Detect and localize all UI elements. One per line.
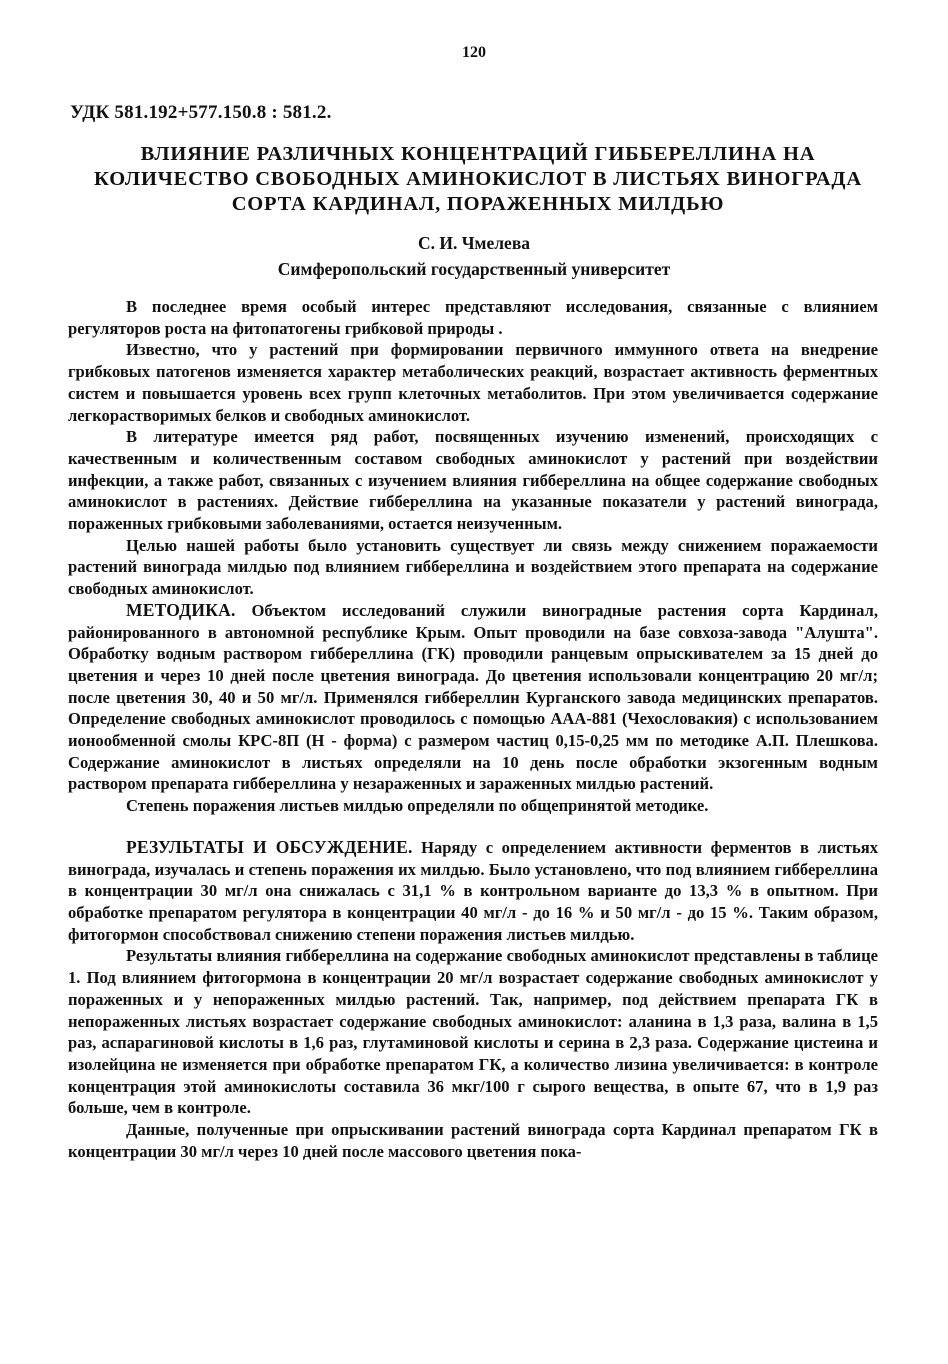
title-line: КОЛИЧЕСТВО СВОБОДНЫХ АМИНОКИСЛОТ В ЛИСТЬЯХ ВИНОГРАДА — [94, 168, 862, 190]
article-title — [60, 142, 896, 217]
results-paragraph — [68, 837, 878, 946]
results-paragraph-2: Результаты влияния гиббереллина на содержание свободных аминокислот представлены в таблице 1. Под влиянием фитогормона в концентрации 20 мг/л возрастает содержание свободных аминокислот у пораженных и у непораженных милдью растений. Так, например, под действием препарата ГК в непораженных листьях возрастает содержание свободных аминокислот: аланина в 1,3 раза, валина в 1,5 раз, аспарагиновой кислоты в 1,6 раз, глутаминовой кислоты и серина в 2,3 раза. Содержание цистеина и изолейцина не изменяется при обработке препаратом ГК, а количество лизина увеличивается: в контроле концентрация этой аминокислоты составила 36 мкг/100 г сырого вещества, в опыте 67, что в 1,9 раз больше, чем в контроле. — [68, 946, 878, 1118]
author-affiliation: Симферопольский государственный университет — [277, 259, 671, 279]
methods-extra-paragraph: Степень поражения листьев милдью определяли по общепринятой методике. — [126, 796, 709, 816]
results-paragraph-3: Данные, полученные при опрыскивании растений винограда сорта Кардинал препаратом ГК в концентрации 30 мг/л через 10 дней после массового цветения пока- — [68, 1120, 878, 1161]
title-line: ВЛИЯНИЕ РАЗЛИЧНЫХ КОНЦЕНТРАЦИЙ ГИББЕРЕЛЛИНА НА — [140, 143, 816, 165]
title-line: СОРТА КАРДИНАЛ, ПОРАЖЕННЫХ МИЛДЬЮ — [231, 193, 725, 215]
author-block — [0, 230, 948, 282]
methods-heading: МЕТОДИКА. — [126, 599, 236, 620]
udc-code: УДК 581.192+577.150.8 : 581.2. — [70, 102, 332, 123]
methods-text: Объектом исследований служили виноградные растения сорта Кардинал, районированного в автономной республике Крым. Опыт проводили на базе совхоза-завода "Алушта". Обработку водным раствором гиббереллина (ГК) проводили ранцевым опрыскивателем за 15 дней до цветения и через 10 дней после цветения винограда. До цветения использовали концентрацию 20 мг/л; после цветения 30, 40 и 50 мг/л. Применялся гиббереллин Курганского завода медицинских препаратов. Определение свободных аминокислот проводилось с помощью ААА-881 (Чехословакия) с использованием ионообменной смолы КРС-8П (Н - форма) с размером частиц 0,15-0,25 мм по методике А.П. Плешкова. Содержание аминокислот в листьях определяли на 10 день после обработки экзогенным водным раствором препарата гиббереллина у незараженных и зараженных милдью растений. — [68, 600, 878, 794]
intro-paragraph: В последнее время особый интерес представляют исследования, связанные с влиянием регуляторов роста на фитопатогены грибковой природы . — [68, 297, 878, 338]
aim-paragraph: Целью нашей работы было установить существует ли связь между снижением поражаемости растений винограда милдью под влиянием гиббереллина и воздействием этого препарата на содержание свободных аминокислот. — [68, 535, 878, 599]
page-number: 120 — [462, 44, 486, 61]
results-text: Наряду с определением активности ферментов в листьях винограда, изучалась и степень поражения их милдью. Было установлено, что под влиянием гиббереллина в концентрации 30 мг/л она снижалась с 31,1 % в контрольном варианте до 13,3 % в опытном. При обработке препаратом регулятора в концентрации 40 мг/л - до 16 % и 50 мг/л - до 15 %. Таким образом, фитогормон способствовал снижению степени поражения листьев милдью. — [68, 837, 878, 944]
intro-paragraph: Известно, что у растений при формировании первичного иммунного ответа на внедрение грибковых патогенов изменяется характер метаболических реакций, возрастает активность ферментных систем и повышается уровень всех групп клеточных метаболитов. При этом увеличивается содержание легкорастворимых белков и свободных аминокислот. — [68, 340, 878, 425]
author-name: С. И. Чмелева — [417, 233, 531, 253]
intro-paragraph: В литературе имеется ряд работ, посвященных изучению изменений, происходящих с качественным и количественным составом свободных аминокислот у растений при воздействии инфекции, а также работ, связанных с изучением влияния гиббереллина на общее содержание свободных аминокислот в растениях. Действие гиббереллина на указанные показатели у растений винограда, пораженных грибковыми заболеваниями, остается неизученным. — [68, 427, 878, 534]
methods-paragraph — [68, 600, 878, 795]
article-body — [68, 296, 878, 1162]
results-heading: РЕЗУЛЬТАТЫ И ОБСУЖДЕНИЕ. — [126, 836, 413, 857]
